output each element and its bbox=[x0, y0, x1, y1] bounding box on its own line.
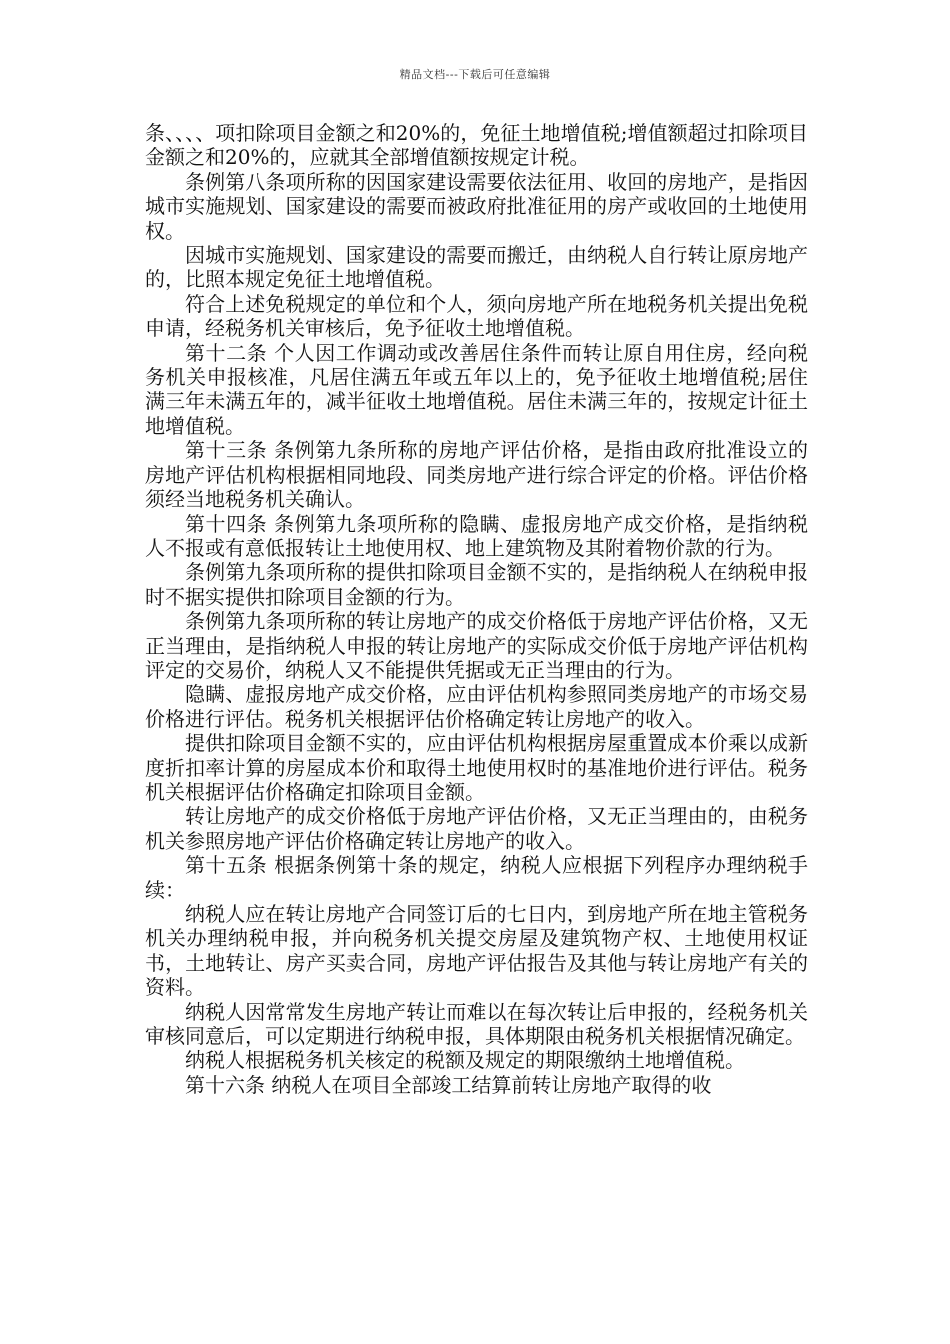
paragraph: 第十四条 条例第九条项所称的隐瞒、虚报房地产成交价格，是指纳税人不报或有意低报转让土地使用权、地上建筑物及其附着物价款的行为。 bbox=[145, 511, 808, 560]
document-body bbox=[145, 121, 808, 1097]
paragraph: 条例第九条项所称的提供扣除项目金额不实的，是指纳税人在纳税申报时不据实提供扣除项目金额的行为。 bbox=[145, 560, 808, 609]
paragraph: 条例第八条项所称的因国家建设需要依法征用、收回的房地产，是指因城市实施规划、国家建设的需要而被政府批准征用的房产或收回的土地使用权。 bbox=[145, 169, 808, 243]
paragraph: 提供扣除项目金额不实的，应由评估机构根据房屋重置成本价乘以成新度折扣率计算的房屋成本价和取得土地使用权时的基准地价进行评估。税务机关根据评估价格确定扣除项目金额。 bbox=[145, 731, 808, 804]
paragraph: 隐瞒、虚报房地产成交价格，应由评估机构参照同类房地产的市场交易价格进行评估。税务机关根据评估价格确定转让房地产的收入。 bbox=[145, 682, 808, 731]
paragraph: 第十二条 个人因工作调动或改善居住条件而转让原自用住房，经向税务机关申报核准，凡居住满五年或五年以上的，免予征收土地增值税;居住满三年未满五年的，减半征收土地增值税。居住未满三年的，按规定计征土地增值税。 bbox=[145, 340, 808, 438]
paragraph: 第十五条 根据条例第十条的规定，纳税人应根据下列程序办理纳税手续： bbox=[145, 853, 808, 902]
paragraph: 纳税人根据税务机关核定的税额及规定的期限缴纳土地增值税。 bbox=[185, 1048, 745, 1073]
paragraph: 因城市实施规划、国家建设的需要而搬迁，由纳税人自行转让原房地产的，比照本规定免征土地增值税。 bbox=[145, 243, 808, 292]
page-header: 精品文档---下载后可任意编辑 bbox=[399, 68, 551, 81]
paragraph: 转让房地产的成交价格低于房地产评估价格，又无正当理由的，由税务机关参照房地产评估价格确定转让房地产的收入。 bbox=[145, 804, 808, 853]
paragraph: 条例第九条项所称的转让房地产的成交价格低于房地产评估价格，又无正当理由，是指纳税人申报的转让房地产的实际成交价低于房地产评估机构评定的交易价，纳税人又不能提供凭据或无正当理由的行为。 bbox=[145, 609, 808, 682]
paragraph: 第十六条 纳税人在项目全部竣工结算前转让房地产取得的收 bbox=[185, 1072, 712, 1097]
paragraph: 第十三条 条例第九条所称的房地产评估价格，是指由政府批准设立的房地产评估机构根据相同地段、同类房地产进行综合评定的价格。评估价格须经当地税务机关确认。 bbox=[145, 438, 808, 512]
paragraph: 纳税人应在转让房地产合同签订后的七日内，到房地产所在地主管税务机关办理纳税申报，并向税务机关提交房屋及建筑物产权、土地使用权证书，土地转让、房产买卖合同，房地产评估报告及其他与转让房地产有关的资料。 bbox=[145, 902, 808, 1000]
paragraph: 条、、、、项扣除项目金额之和20%的，免征土地增值税;增值额超过扣除项目金额之和20%的，应就其全部增值额按规定计税。 bbox=[145, 121, 808, 170]
paragraph: 纳税人因常常发生房地产转让而难以在每次转让后申报的，经税务机关审核同意后，可以定期进行纳税申报，具体期限由税务机关根据情况确定。 bbox=[145, 999, 808, 1049]
paragraph: 符合上述免税规定的单位和个人，须向房地产所在地税务机关提出免税申请，经税务机关审核后，免予征收土地增值税。 bbox=[145, 291, 808, 341]
